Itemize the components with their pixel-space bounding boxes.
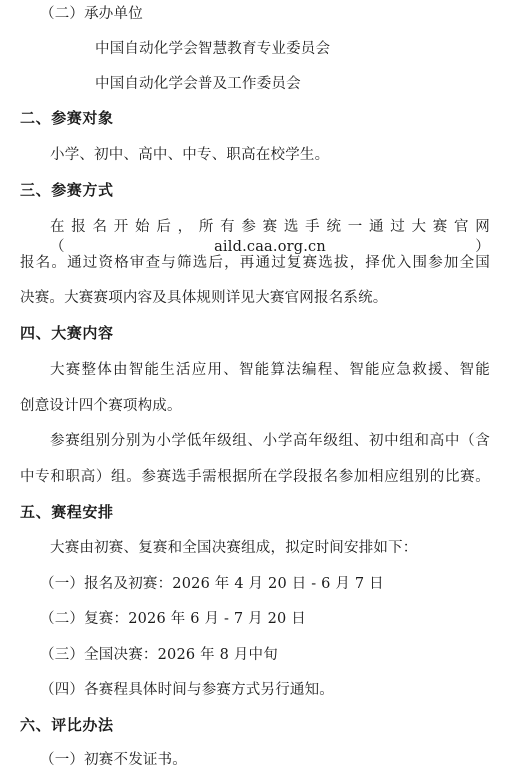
method-paragraph-line: 决赛。大赛赛项内容及具体规则详见大赛官网报名系统。 [20,290,388,306]
section-heading-method: 三、参赛方式 [20,181,114,199]
section-heading-content: 四、大赛内容 [20,324,114,342]
schedule-item: （三）全国决赛：2026 年 8 月中旬 [40,647,278,663]
participants-text: 小学、初中、高中、中专、职高在校学生。 [50,147,330,163]
groups-paragraph-line: 中专和职高）组。参赛选手需根据所在学段报名参加相应组别的比赛。 [20,469,490,485]
schedule-item: （二）复赛：2026 年 6 月 - 7 月 20 日 [40,611,306,627]
organizer-item: 中国自动化学会普及工作委员会 [95,76,301,92]
organizer-item: 中国自动化学会智慧教育专业委员会 [95,41,331,57]
schedule-item: （一）报名及初赛：2026 年 4 月 20 日 - 6 月 7 日 [40,576,384,592]
section-heading-participants: 二、参赛对象 [20,109,114,127]
method-paragraph-line: 报名。通过资格审查与筛选后，再通过复赛选拔，择优入围参加全国 [20,255,490,271]
content-paragraph-line: 大赛整体由智能生活应用、智能算法编程、智能应急救援、智能 [50,362,490,378]
section-heading-schedule: 五、赛程安排 [20,503,114,521]
method-paragraph-line: 在报名开始后，所有参赛选手统一通过大赛官网（aild.caa.org.cn） [50,219,490,255]
groups-paragraph-line: 参赛组别分别为小学低年级组、小学高年级组、初中组和高中（含 [50,433,490,449]
schedule-item: （四）各赛程具体时间与参赛方式另行通知。 [40,682,334,698]
organizer-heading: （二）承办单位 [40,6,143,22]
schedule-intro: 大赛由初赛、复赛和全国决赛组成，拟定时间安排如下： [50,540,418,556]
section-heading-evaluation: 六、评比办法 [20,716,114,734]
evaluation-item: （一）初赛不发证书。 [40,752,187,768]
content-paragraph-line: 创意设计四个赛项构成。 [20,398,182,414]
